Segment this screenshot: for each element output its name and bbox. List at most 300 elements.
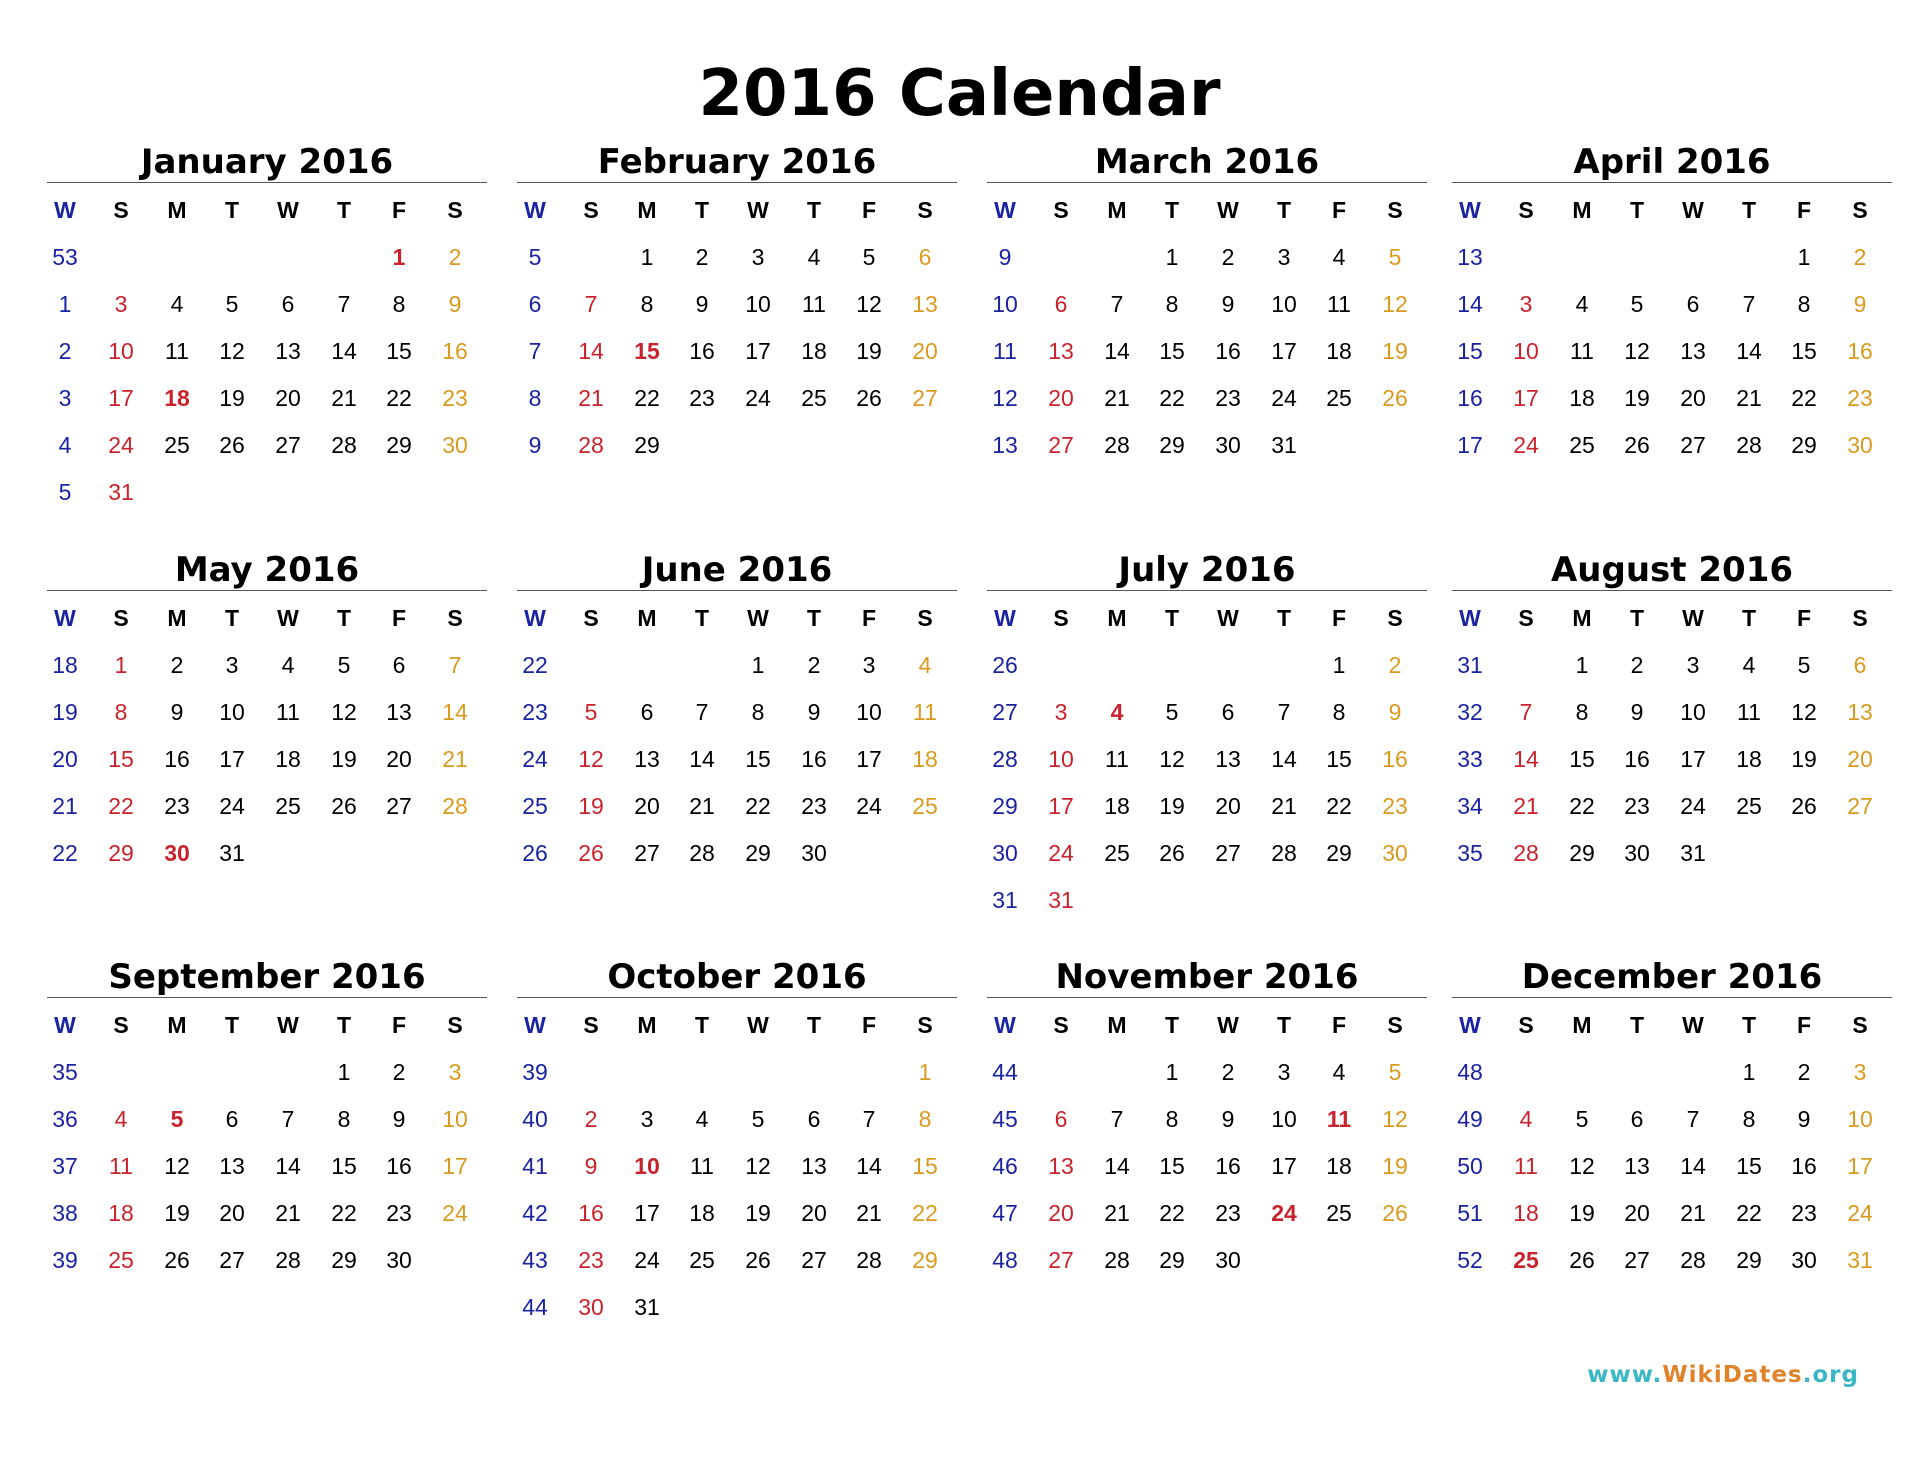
day-cell[interactable]: 16 — [442, 338, 468, 364]
day-cell[interactable]: 4 — [114, 1106, 128, 1132]
day-cell[interactable]: 10 — [108, 338, 134, 364]
day-cell[interactable]: 6 — [1054, 1106, 1068, 1132]
day-cell[interactable]: 31 — [1680, 840, 1706, 866]
day-cell[interactable]: 15 — [1159, 338, 1185, 364]
day-cell[interactable]: 4 — [1332, 244, 1346, 270]
day-cell[interactable]: 5 — [1575, 1106, 1589, 1132]
day-cell[interactable]: 29 — [1159, 432, 1185, 458]
day-cell[interactable]: 21 — [1513, 793, 1539, 819]
day-cell[interactable]: 12 — [1159, 746, 1185, 772]
day-cell[interactable]: 9 — [392, 1106, 406, 1132]
day-cell[interactable]: 7 — [584, 291, 598, 317]
day-cell[interactable]: 7 — [1519, 699, 1533, 725]
day-cell[interactable]: 24 — [1271, 385, 1297, 411]
day-cell[interactable]: 4 — [170, 291, 184, 317]
day-cell[interactable]: 22 — [1736, 1200, 1762, 1226]
day-cell[interactable]: 29 — [1569, 840, 1595, 866]
day-cell[interactable]: 8 — [337, 1106, 351, 1132]
day-cell[interactable]: 4 — [1519, 1106, 1533, 1132]
day-cell[interactable]: 22 — [745, 793, 771, 819]
day-cell[interactable]: 15 — [108, 746, 134, 772]
day-cell[interactable]: 17 — [219, 746, 245, 772]
day-cell[interactable]: 30 — [1624, 840, 1650, 866]
day-cell[interactable]: 6 — [918, 244, 932, 270]
day-cell[interactable]: 20 — [801, 1200, 827, 1226]
day-cell[interactable]: 7 — [1277, 699, 1291, 725]
day-cell[interactable]: 23 — [164, 793, 190, 819]
day-cell[interactable]: 12 — [1382, 1106, 1408, 1132]
day-cell[interactable]: 14 — [331, 338, 357, 364]
day-cell[interactable]: 14 — [1513, 746, 1539, 772]
day-cell[interactable]: 11 — [1514, 1153, 1538, 1179]
day-cell[interactable]: 14 — [1680, 1153, 1706, 1179]
day-cell[interactable]: 31 — [634, 1294, 660, 1320]
day-cell[interactable]: 11 — [913, 699, 937, 725]
day-cell[interactable]: 19 — [856, 338, 882, 364]
day-cell[interactable]: 5 — [1388, 244, 1402, 270]
day-cell[interactable]: 26 — [578, 840, 604, 866]
day-cell[interactable]: 26 — [856, 385, 882, 411]
day-cell[interactable]: 1 — [1742, 1059, 1756, 1085]
day-cell[interactable]: 10 — [1513, 338, 1539, 364]
day-cell[interactable]: 18 — [1569, 385, 1595, 411]
day-cell[interactable]: 9 — [170, 699, 184, 725]
day-cell[interactable]: 26 — [331, 793, 357, 819]
day-cell[interactable]: 22 — [386, 385, 412, 411]
day-cell[interactable]: 8 — [1575, 699, 1589, 725]
day-cell[interactable]: 3 — [640, 1106, 654, 1132]
day-cell[interactable]: 21 — [1736, 385, 1762, 411]
day-cell[interactable]: 13 — [1680, 338, 1706, 364]
day-cell[interactable]: 13 — [1624, 1153, 1650, 1179]
day-cell[interactable]: 2 — [448, 244, 462, 270]
day-cell[interactable]: 22 — [1159, 1200, 1185, 1226]
day-cell[interactable]: 8 — [392, 291, 406, 317]
day-cell[interactable]: 21 — [331, 385, 357, 411]
day-cell[interactable]: 31 — [1048, 887, 1074, 913]
day-cell[interactable]: 9 — [695, 291, 709, 317]
day-cell[interactable]: 27 — [912, 385, 938, 411]
day-cell[interactable]: 19 — [745, 1200, 771, 1226]
day-cell[interactable]: 16 — [801, 746, 827, 772]
day-cell[interactable]: 6 — [1221, 699, 1235, 725]
day-cell[interactable]: 19 — [219, 385, 245, 411]
day-cell[interactable]: 17 — [108, 385, 134, 411]
day-cell[interactable]: 15 — [1791, 338, 1817, 364]
day-cell[interactable]: 23 — [689, 385, 715, 411]
day-cell[interactable]: 10 — [856, 699, 882, 725]
day-cell[interactable]: 29 — [912, 1247, 938, 1273]
day-cell[interactable]: 3 — [1277, 244, 1291, 270]
day-cell[interactable]: 25 — [1104, 840, 1130, 866]
day-cell[interactable]: 27 — [1215, 840, 1241, 866]
day-cell[interactable]: 1 — [1332, 652, 1346, 678]
day-cell[interactable]: 11 — [109, 1153, 133, 1179]
day-cell[interactable]: 8 — [114, 699, 128, 725]
day-cell[interactable]: 9 — [1853, 291, 1867, 317]
day-cell[interactable]: 30 — [1791, 1247, 1817, 1273]
day-cell[interactable]: 15 — [912, 1153, 938, 1179]
day-cell[interactable]: 2 — [1221, 244, 1235, 270]
day-cell[interactable]: 3 — [1054, 699, 1068, 725]
day-cell[interactable]: 22 — [1569, 793, 1595, 819]
day-cell[interactable]: 1 — [640, 244, 654, 270]
day-cell[interactable]: 4 — [281, 652, 295, 678]
day-cell[interactable]: 6 — [1853, 652, 1867, 678]
day-cell[interactable]: 3 — [448, 1059, 462, 1085]
day-cell[interactable]: 1 — [1165, 1059, 1179, 1085]
day-cell[interactable]: 14 — [442, 699, 468, 725]
day-cell[interactable]: 21 — [689, 793, 715, 819]
day-cell[interactable]: 7 — [695, 699, 709, 725]
day-cell[interactable]: 13 — [1048, 1153, 1074, 1179]
day-cell[interactable]: 13 — [801, 1153, 827, 1179]
day-cell[interactable]: 14 — [1271, 746, 1297, 772]
day-cell[interactable]: 26 — [1791, 793, 1817, 819]
day-cell[interactable]: 7 — [1686, 1106, 1700, 1132]
day-cell[interactable]: 20 — [1624, 1200, 1650, 1226]
day-cell[interactable]: 21 — [1104, 1200, 1130, 1226]
day-cell[interactable]: 24 — [1847, 1200, 1873, 1226]
day-cell[interactable]: 28 — [578, 432, 604, 458]
day-cell[interactable]: 6 — [1686, 291, 1700, 317]
day-cell[interactable]: 12 — [164, 1153, 190, 1179]
day-cell[interactable]: 6 — [1630, 1106, 1644, 1132]
day-cell[interactable]: 22 — [1326, 793, 1352, 819]
day-cell[interactable]: 11 — [1737, 699, 1761, 725]
day-cell[interactable]: 26 — [1569, 1247, 1595, 1273]
day-cell[interactable]: 17 — [1271, 1153, 1297, 1179]
day-cell[interactable]: 19 — [1791, 746, 1817, 772]
day-cell[interactable]: 26 — [745, 1247, 771, 1273]
day-cell[interactable]: 16 — [1791, 1153, 1817, 1179]
day-cell[interactable]: 11 — [1105, 746, 1129, 772]
day-cell[interactable]: 4 — [1575, 291, 1589, 317]
day-cell[interactable]: 4 — [1332, 1059, 1346, 1085]
day-cell[interactable]: 1 — [337, 1059, 351, 1085]
day-cell[interactable]: 18 — [1326, 1153, 1352, 1179]
day-cell[interactable]: 1 — [918, 1059, 932, 1085]
day-cell[interactable]: 25 — [1569, 432, 1595, 458]
day-cell[interactable]: 28 — [1104, 1247, 1130, 1273]
day-cell[interactable]: 25 — [1736, 793, 1762, 819]
holiday-day-cell[interactable]: 18 — [164, 385, 190, 411]
day-cell[interactable]: 29 — [331, 1247, 357, 1273]
day-cell[interactable]: 4 — [807, 244, 821, 270]
day-cell[interactable]: 5 — [1165, 699, 1179, 725]
day-cell[interactable]: 10 — [219, 699, 245, 725]
day-cell[interactable]: 26 — [1382, 385, 1408, 411]
day-cell[interactable]: 10 — [1271, 1106, 1297, 1132]
holiday-day-cell[interactable]: 11 — [1326, 1106, 1352, 1132]
day-cell[interactable]: 9 — [1221, 291, 1235, 317]
day-cell[interactable]: 5 — [584, 699, 598, 725]
day-cell[interactable]: 25 — [1326, 1200, 1352, 1226]
day-cell[interactable]: 29 — [634, 432, 660, 458]
day-cell[interactable]: 2 — [392, 1059, 406, 1085]
day-cell[interactable]: 8 — [1332, 699, 1346, 725]
day-cell[interactable]: 20 — [219, 1200, 245, 1226]
day-cell[interactable]: 30 — [386, 1247, 412, 1273]
day-cell[interactable]: 17 — [1271, 338, 1297, 364]
day-cell[interactable]: 19 — [1382, 1153, 1408, 1179]
day-cell[interactable]: 25 — [801, 385, 827, 411]
day-cell[interactable]: 3 — [862, 652, 876, 678]
day-cell[interactable]: 5 — [1797, 652, 1811, 678]
day-cell[interactable]: 23 — [442, 385, 468, 411]
day-cell[interactable]: 23 — [1847, 385, 1873, 411]
day-cell[interactable]: 7 — [862, 1106, 876, 1132]
day-cell[interactable]: 2 — [695, 244, 709, 270]
day-cell[interactable]: 30 — [578, 1294, 604, 1320]
day-cell[interactable]: 11 — [802, 291, 826, 317]
day-cell[interactable]: 24 — [1048, 840, 1074, 866]
day-cell[interactable]: 30 — [1215, 432, 1241, 458]
day-cell[interactable]: 19 — [1382, 338, 1408, 364]
day-cell[interactable]: 21 — [856, 1200, 882, 1226]
day-cell[interactable]: 23 — [801, 793, 827, 819]
day-cell[interactable]: 2 — [807, 652, 821, 678]
day-cell[interactable]: 4 — [918, 652, 932, 678]
day-cell[interactable]: 28 — [1271, 840, 1297, 866]
holiday-day-cell[interactable]: 15 — [634, 338, 660, 364]
holiday-day-cell[interactable]: 24 — [1271, 1200, 1297, 1226]
day-cell[interactable]: 10 — [442, 1106, 468, 1132]
day-cell[interactable]: 24 — [442, 1200, 468, 1226]
day-cell[interactable]: 13 — [634, 746, 660, 772]
day-cell[interactable]: 27 — [275, 432, 301, 458]
day-cell[interactable]: 6 — [1054, 291, 1068, 317]
day-cell[interactable]: 31 — [1271, 432, 1297, 458]
day-cell[interactable]: 23 — [1791, 1200, 1817, 1226]
day-cell[interactable]: 22 — [912, 1200, 938, 1226]
day-cell[interactable]: 3 — [1853, 1059, 1867, 1085]
day-cell[interactable]: 8 — [751, 699, 765, 725]
holiday-day-cell[interactable]: 5 — [170, 1106, 184, 1132]
day-cell[interactable]: 14 — [689, 746, 715, 772]
day-cell[interactable]: 11 — [1570, 338, 1594, 364]
day-cell[interactable]: 26 — [164, 1247, 190, 1273]
day-cell[interactable]: 7 — [1110, 1106, 1124, 1132]
day-cell[interactable]: 30 — [1382, 840, 1408, 866]
day-cell[interactable]: 28 — [1736, 432, 1762, 458]
day-cell[interactable]: 15 — [331, 1153, 357, 1179]
day-cell[interactable]: 14 — [1736, 338, 1762, 364]
day-cell[interactable]: 12 — [1569, 1153, 1595, 1179]
day-cell[interactable]: 4 — [695, 1106, 709, 1132]
day-cell[interactable]: 3 — [114, 291, 128, 317]
day-cell[interactable]: 17 — [745, 338, 771, 364]
day-cell[interactable]: 3 — [1686, 652, 1700, 678]
day-cell[interactable]: 26 — [1382, 1200, 1408, 1226]
day-cell[interactable]: 9 — [1221, 1106, 1235, 1132]
holiday-day-cell[interactable]: 1 — [392, 244, 406, 270]
day-cell[interactable]: 27 — [801, 1247, 827, 1273]
day-cell[interactable]: 5 — [337, 652, 351, 678]
day-cell[interactable]: 29 — [108, 840, 134, 866]
day-cell[interactable]: 8 — [640, 291, 654, 317]
day-cell[interactable]: 25 — [912, 793, 938, 819]
day-cell[interactable]: 15 — [1326, 746, 1352, 772]
day-cell[interactable]: 18 — [912, 746, 938, 772]
day-cell[interactable]: 10 — [1271, 291, 1297, 317]
day-cell[interactable]: 2 — [1797, 1059, 1811, 1085]
day-cell[interactable]: 12 — [856, 291, 882, 317]
day-cell[interactable]: 31 — [1847, 1247, 1873, 1273]
day-cell[interactable]: 7 — [1110, 291, 1124, 317]
day-cell[interactable]: 25 — [164, 432, 190, 458]
day-cell[interactable]: 14 — [1104, 338, 1130, 364]
day-cell[interactable]: 10 — [1847, 1106, 1873, 1132]
day-cell[interactable]: 5 — [225, 291, 239, 317]
day-cell[interactable]: 6 — [281, 291, 295, 317]
day-cell[interactable]: 1 — [751, 652, 765, 678]
day-cell[interactable]: 2 — [1221, 1059, 1235, 1085]
day-cell[interactable]: 21 — [1104, 385, 1130, 411]
day-cell[interactable]: 20 — [275, 385, 301, 411]
holiday-day-cell[interactable]: 30 — [164, 840, 190, 866]
day-cell[interactable]: 19 — [164, 1200, 190, 1226]
day-cell[interactable]: 13 — [275, 338, 301, 364]
day-cell[interactable]: 9 — [1388, 699, 1402, 725]
day-cell[interactable]: 17 — [634, 1200, 660, 1226]
day-cell[interactable]: 29 — [1791, 432, 1817, 458]
day-cell[interactable]: 18 — [1513, 1200, 1539, 1226]
day-cell[interactable]: 28 — [442, 793, 468, 819]
day-cell[interactable]: 25 — [1326, 385, 1352, 411]
day-cell[interactable]: 20 — [912, 338, 938, 364]
day-cell[interactable]: 17 — [1048, 793, 1074, 819]
day-cell[interactable]: 15 — [745, 746, 771, 772]
day-cell[interactable]: 11 — [276, 699, 300, 725]
site-footer[interactable] — [1587, 1362, 1859, 1394]
day-cell[interactable]: 16 — [164, 746, 190, 772]
day-cell[interactable]: 22 — [108, 793, 134, 819]
day-cell[interactable]: 28 — [275, 1247, 301, 1273]
day-cell[interactable]: 14 — [856, 1153, 882, 1179]
day-cell[interactable]: 27 — [1624, 1247, 1650, 1273]
day-cell[interactable]: 12 — [219, 338, 245, 364]
day-cell[interactable]: 21 — [275, 1200, 301, 1226]
day-cell[interactable]: 4 — [1742, 652, 1756, 678]
day-cell[interactable]: 29 — [386, 432, 412, 458]
day-cell[interactable]: 2 — [584, 1106, 598, 1132]
day-cell[interactable]: 12 — [745, 1153, 771, 1179]
day-cell[interactable]: 14 — [275, 1153, 301, 1179]
day-cell[interactable]: 2 — [1388, 652, 1402, 678]
day-cell[interactable]: 6 — [392, 652, 406, 678]
day-cell[interactable]: 29 — [1159, 1247, 1185, 1273]
day-cell[interactable]: 3 — [1519, 291, 1533, 317]
day-cell[interactable]: 24 — [856, 793, 882, 819]
day-cell[interactable]: 28 — [856, 1247, 882, 1273]
day-cell[interactable]: 16 — [1624, 746, 1650, 772]
day-cell[interactable]: 6 — [225, 1106, 239, 1132]
day-cell[interactable]: 23 — [1215, 1200, 1241, 1226]
day-cell[interactable]: 1 — [1575, 652, 1589, 678]
day-cell[interactable]: 31 — [219, 840, 245, 866]
day-cell[interactable]: 11 — [1327, 291, 1351, 317]
day-cell[interactable]: 22 — [1791, 385, 1817, 411]
day-cell[interactable]: 23 — [1215, 385, 1241, 411]
day-cell[interactable]: 30 — [1847, 432, 1873, 458]
day-cell[interactable]: 5 — [862, 244, 876, 270]
day-cell[interactable]: 25 — [689, 1247, 715, 1273]
day-cell[interactable]: 13 — [219, 1153, 245, 1179]
day-cell[interactable]: 17 — [442, 1153, 468, 1179]
day-cell[interactable]: 3 — [751, 244, 765, 270]
day-cell[interactable]: 1 — [114, 652, 128, 678]
day-cell[interactable]: 21 — [442, 746, 468, 772]
day-cell[interactable]: 25 — [108, 1247, 134, 1273]
day-cell[interactable]: 6 — [807, 1106, 821, 1132]
day-cell[interactable]: 28 — [331, 432, 357, 458]
day-cell[interactable]: 17 — [1513, 385, 1539, 411]
day-cell[interactable]: 24 — [219, 793, 245, 819]
day-cell[interactable]: 15 — [1736, 1153, 1762, 1179]
day-cell[interactable]: 24 — [108, 432, 134, 458]
day-cell[interactable]: 24 — [1513, 432, 1539, 458]
day-cell[interactable]: 22 — [331, 1200, 357, 1226]
day-cell[interactable]: 27 — [1680, 432, 1706, 458]
day-cell[interactable]: 18 — [275, 746, 301, 772]
day-cell[interactable]: 22 — [1159, 385, 1185, 411]
day-cell[interactable]: 25 — [275, 793, 301, 819]
day-cell[interactable]: 8 — [1165, 291, 1179, 317]
day-cell[interactable]: 8 — [1797, 291, 1811, 317]
day-cell[interactable]: 2 — [1853, 244, 1867, 270]
day-cell[interactable]: 19 — [1569, 1200, 1595, 1226]
day-cell[interactable]: 23 — [386, 1200, 412, 1226]
day-cell[interactable]: 17 — [856, 746, 882, 772]
holiday-day-cell[interactable]: 25 — [1513, 1247, 1539, 1273]
day-cell[interactable]: 8 — [1742, 1106, 1756, 1132]
day-cell[interactable]: 28 — [1513, 840, 1539, 866]
day-cell[interactable]: 2 — [1630, 652, 1644, 678]
day-cell[interactable]: 6 — [640, 699, 654, 725]
day-cell[interactable]: 17 — [1680, 746, 1706, 772]
day-cell[interactable]: 9 — [807, 699, 821, 725]
day-cell[interactable]: 19 — [578, 793, 604, 819]
day-cell[interactable]: 20 — [1048, 385, 1074, 411]
day-cell[interactable]: 9 — [448, 291, 462, 317]
day-cell[interactable]: 13 — [386, 699, 412, 725]
day-cell[interactable]: 7 — [337, 291, 351, 317]
day-cell[interactable]: 30 — [1215, 1247, 1241, 1273]
day-cell[interactable]: 19 — [1624, 385, 1650, 411]
day-cell[interactable]: 23 — [578, 1247, 604, 1273]
day-cell[interactable]: 12 — [331, 699, 357, 725]
day-cell[interactable]: 13 — [1215, 746, 1241, 772]
day-cell[interactable]: 27 — [219, 1247, 245, 1273]
day-cell[interactable]: 29 — [1736, 1247, 1762, 1273]
day-cell[interactable]: 21 — [1271, 793, 1297, 819]
day-cell[interactable]: 1 — [1797, 244, 1811, 270]
day-cell[interactable]: 16 — [1382, 746, 1408, 772]
day-cell[interactable]: 12 — [1624, 338, 1650, 364]
day-cell[interactable]: 28 — [1680, 1247, 1706, 1273]
day-cell[interactable]: 22 — [634, 385, 660, 411]
day-cell[interactable]: 7 — [281, 1106, 295, 1132]
day-cell[interactable]: 7 — [448, 652, 462, 678]
day-cell[interactable]: 7 — [1742, 291, 1756, 317]
day-cell[interactable]: 17 — [1847, 1153, 1873, 1179]
day-cell[interactable]: 29 — [745, 840, 771, 866]
day-cell[interactable]: 27 — [634, 840, 660, 866]
day-cell[interactable]: 10 — [745, 291, 771, 317]
day-cell[interactable]: 15 — [1569, 746, 1595, 772]
day-cell[interactable]: 5 — [751, 1106, 765, 1132]
